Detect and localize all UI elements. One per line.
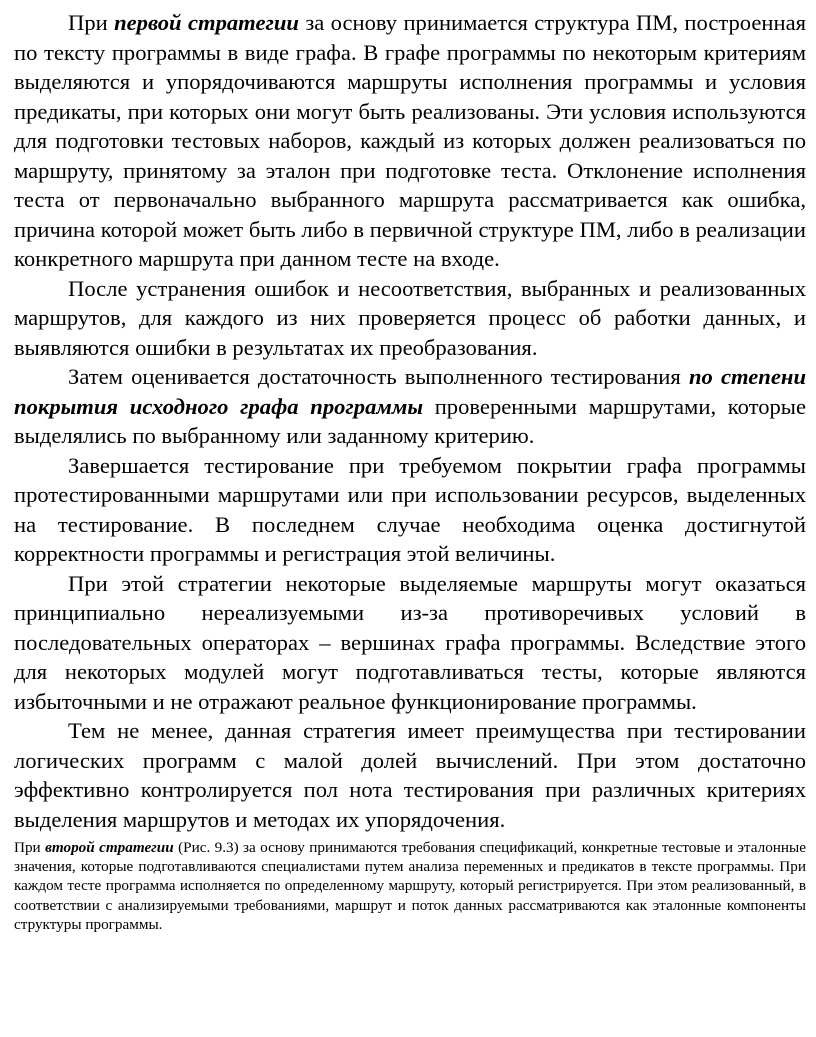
paragraph-text: Затем оценивается достаточность выполненного тестирования [68,364,689,389]
paragraph-coverage [14,362,806,451]
paragraph-advantages: Тем не менее, данная стратегия имеет преимущества при тестировании логических программ с малой долей вычислений. При этом достаточно эффективно контролируется пол нота тестирования при различных критериях выделения маршрутов и методах их упорядочения. [14,718,806,832]
paragraph-first-strategy [14,8,806,274]
emphasis-coverage: по степени покрытия исходного графа программы [14,364,807,419]
paragraph-text: за основу принимается структура ПМ, построенная по тексту программы в виде графа. В графе программы по некоторым критериям выделяются и упорядочиваются маршруты исполнения программы и условия предикаты, при которых они могут быть реализованы. Эти условия используются для подготовки тестовых наборов, каждый из которых должен реализоваться по маршруту, принятому за эталон при подготовке теста. Отклонение исполнения теста от первоначально выбранного маршрута рассматривается как ошибка, причина которой может быть либо в первичной структуре ПМ, либо в реализации конкретного маршрута при данном тесте на входе. [14,10,807,271]
paragraph-text: При [14,839,46,856]
paragraph-completion: Завершается тестирование при требуемом покрытии графа программы протестированными маршрутами или при использовании ресурсов, выделенных на тестирование. В последнем случае необходима оценка достигнутой корректности программы и регистрация этой величины. [14,452,806,566]
paragraph-text: При [68,10,115,35]
document-page [14,8,806,934]
paragraph-second-strategy [14,838,806,934]
paragraph-unrealizable-routes: При этой стратегии некоторые выделяемые маршруты могут оказаться принципиально нереализуемыми из-за противоречивых условий в последовательных операторах – вершинах графа программы. Вследствие этого для некоторых модулей могут подготавливаться тесты, которые являются избыточными и не отражают реальное функционирование программы. [14,570,806,714]
paragraph-text: проверенными маршрутами, которые выделялись по выбранному или заданному критерию. [14,393,806,448]
footer-text [14,838,806,934]
emphasis-second-strategy: второй стратегии [45,839,174,856]
main-text [14,8,806,834]
paragraph-text: (Рис. 9.3) за основу принимаются требования спецификаций, конкретные тестовые и эталонные значения, которые подготавливаются специалистами путем анализа переменных и предикатов в тексте программы. При каждом тесте программа исполняется по определенному маршруту, который регистрируется. При этом реализованный, в соответствии с анализируемыми требованиями, маршрут и поток данных рассматриваются как эталонные компоненты структуры программы. [14,839,806,933]
emphasis-first-strategy: первой стратегии [114,10,299,35]
paragraph-error-fixing: После устранения ошибок и несоответствия, выбранных и реализованных маршрутов, для каждого из них проверяется процесс об работки данных, и выявляются ошибки в результатах их преобразования. [14,275,806,360]
